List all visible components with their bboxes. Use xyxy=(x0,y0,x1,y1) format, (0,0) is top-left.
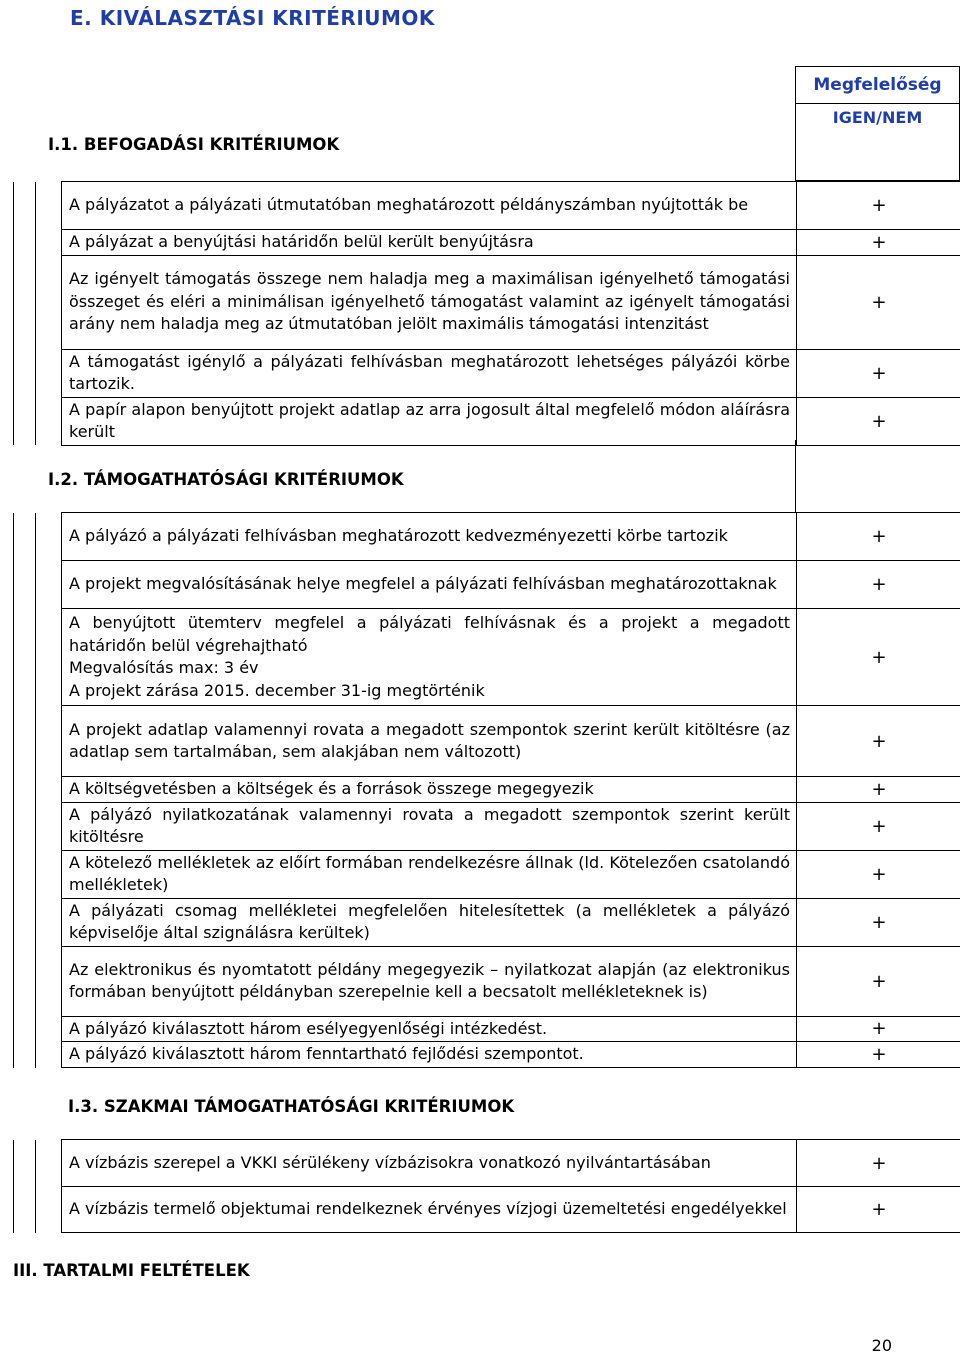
criteria-table-1 xyxy=(13,181,960,446)
table-row xyxy=(14,1187,960,1233)
criterion-mark: + xyxy=(797,230,960,256)
table-row xyxy=(14,898,960,946)
criterion-text: A vízbázis termelő objektumai rendelkeznek érvényes vízjogi üzemeltetési engedélyekkel xyxy=(62,1187,797,1233)
criterion-line: A projekt zárása 2015. december 31-ig megtörténik xyxy=(69,680,485,700)
criterion-text: A pályázati csomag mellékletei megfelelően hitelesítettek (a mellékletek a pályázó képviselője által szignálásra kerültek) xyxy=(62,898,797,946)
criteria-table-2 xyxy=(13,512,960,1068)
table-row xyxy=(14,349,960,397)
criterion-text: A kötelező mellékletek az előírt formában rendelkezésre állnak (ld. Kötelezően csatolandó mellékletek) xyxy=(62,850,797,898)
table-row xyxy=(14,1042,960,1068)
criterion-mark: + xyxy=(797,397,960,445)
header-igen-nem: IGEN/NEM xyxy=(795,103,960,181)
criterion-mark: + xyxy=(797,850,960,898)
criterion-text: A pályázó kiválasztott három esélyegyenlőségi intézkedést. xyxy=(62,1016,797,1042)
table-row xyxy=(14,230,960,256)
table-row xyxy=(14,1016,960,1042)
table-row xyxy=(14,513,960,561)
table-row xyxy=(14,777,960,803)
section-heading-2: I.2. TÁMOGATHATÓSÁGI KRITÉRIUMOK xyxy=(48,470,404,489)
table-row xyxy=(14,182,960,230)
criterion-text: A pályázó a pályázati felhívásban meghatározott kedvezményezetti körbe tartozik xyxy=(62,513,797,561)
criterion-line: A benyújtott ütemterv megfelel a pályázati felhívásnak és a projekt a megadott határidőn belül végrehajtható xyxy=(69,613,790,655)
criterion-mark: + xyxy=(797,946,960,1016)
criterion-text: A támogatást igénylő a pályázati felhívásban meghatározott lehetséges pályázói körbe tartozik. xyxy=(62,349,797,397)
criterion-text: A vízbázis szerepel a VKKI sérülékeny vízbázisokra vonatkozó nyilvántartásában xyxy=(62,1140,797,1187)
table-row xyxy=(14,255,960,349)
criterion-text: A projekt adatlap valamennyi rovata a megadott szempontok szerint került kitöltésre (az adatlap sem tartalmában, sem alakjában nem változott) xyxy=(62,706,797,777)
criterion-line: Megvalósítás max: 3 év xyxy=(69,658,259,677)
criterion-mark: + xyxy=(797,349,960,397)
criterion-mark: + xyxy=(797,898,960,946)
table-row xyxy=(14,706,960,777)
table-row xyxy=(14,850,960,898)
criteria-table-3 xyxy=(13,1139,960,1233)
header-megfeleloseg: Megfelelőség xyxy=(795,66,960,104)
criterion-text: Az elektronikus és nyomtatott példány megegyezik – nyilatkozat alapján (az elektronikus formában benyújtott példányban szerepelnie kell a becsatolt mellékleteknek is) xyxy=(62,946,797,1016)
criterion-mark: + xyxy=(797,1042,960,1068)
criterion-text: A projekt megvalósításának helye megfelel a pályázati felhívásban meghatározottaknak xyxy=(62,561,797,609)
section-heading-1: I.1. BEFOGADÁSI KRITÉRIUMOK xyxy=(48,135,340,154)
page-title: E. KIVÁLASZTÁSI KRITÉRIUMOK xyxy=(70,6,435,30)
table-row xyxy=(14,609,960,706)
criterion-mark: + xyxy=(797,513,960,561)
criterion-mark: + xyxy=(797,1016,960,1042)
criterion-mark: + xyxy=(797,706,960,777)
criterion-mark: + xyxy=(797,777,960,803)
criterion-mark: + xyxy=(797,609,960,706)
criterion-text: A pályázó nyilatkozatának valamennyi rovata a megadott szempontok szerint került kitöltésre xyxy=(62,802,797,850)
criterion-mark: + xyxy=(797,255,960,349)
criterion-mark: + xyxy=(797,561,960,609)
section-heading-3: I.3. SZAKMAI TÁMOGATHATÓSÁGI KRITÉRIUMOK xyxy=(68,1097,515,1116)
footer-heading: III. TARTALMI FELTÉTELEK xyxy=(13,1261,250,1280)
table-row xyxy=(14,397,960,445)
criterion-mark: + xyxy=(797,182,960,230)
criterion-mark: + xyxy=(797,802,960,850)
divider xyxy=(795,440,796,512)
criterion-text: A pályázó kiválasztott három fenntartható fejlődési szempontot. xyxy=(62,1042,797,1068)
table-row xyxy=(14,1140,960,1187)
criterion-mark: + xyxy=(797,1187,960,1233)
criterion-text xyxy=(62,609,797,706)
criterion-text: A pályázat a benyújtási határidőn belül került benyújtásra xyxy=(62,230,797,256)
criterion-text: Az igényelt támogatás összege nem haladja meg a maximálisan igényelhető támogatási összeget és eléri a minimálisan igényelhető támogatást valamint az igényelt támogatási arány nem haladja meg az útmutatóban jelölt maximális támogatási intenzitást xyxy=(62,255,797,349)
criterion-text: A költségvetésben a költségek és a források összege megegyezik xyxy=(62,777,797,803)
criterion-mark: + xyxy=(797,1140,960,1187)
page-number: 20 xyxy=(871,1336,892,1355)
table-row xyxy=(14,802,960,850)
table-row xyxy=(14,946,960,1016)
table-row xyxy=(14,561,960,609)
criterion-text: A pályázatot a pályázati útmutatóban meghatározott példányszámban nyújtották be xyxy=(62,182,797,230)
criterion-text: A papír alapon benyújtott projekt adatlap az arra jogosult által megfelelő módon aláírásra került xyxy=(62,397,797,445)
